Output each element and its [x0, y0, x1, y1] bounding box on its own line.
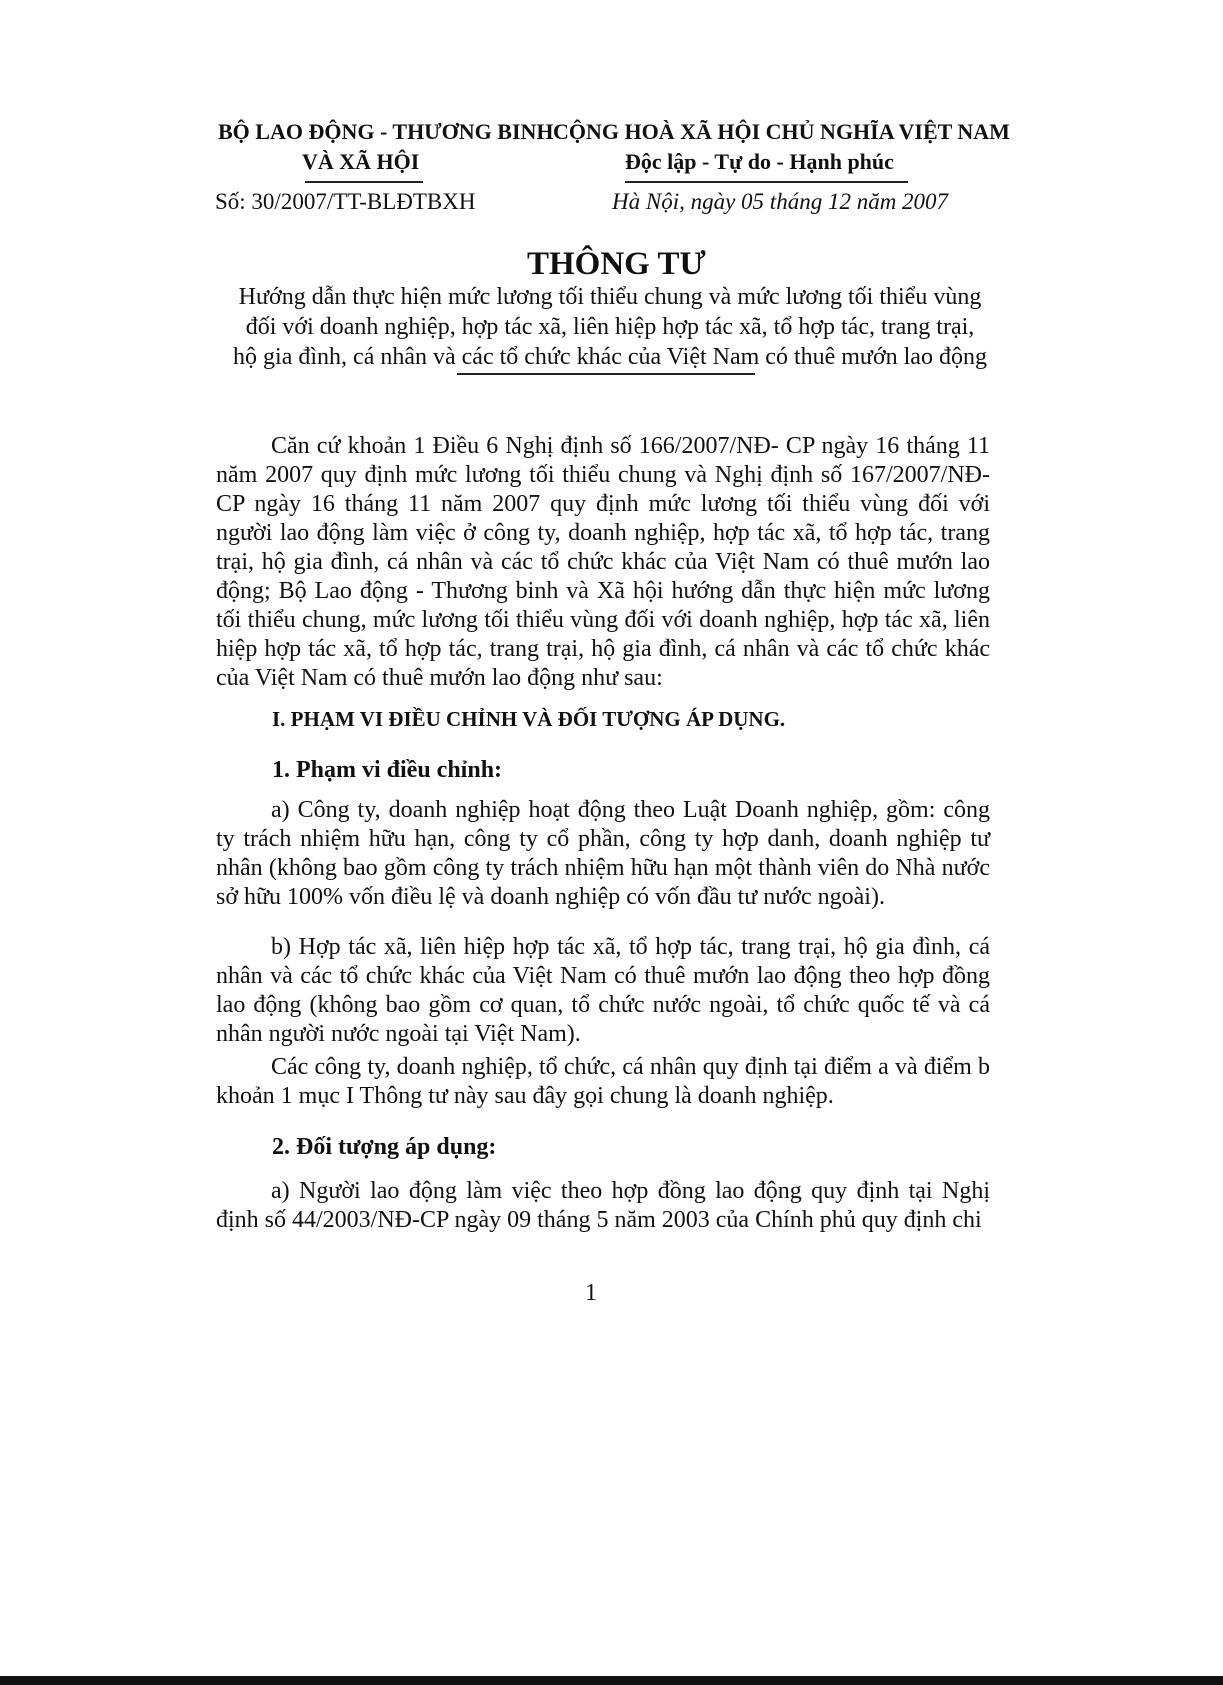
- subjects-item-a: a) Người lao động làm việc theo hợp đồng lao động quy định tại Nghị định số 44/2003/NĐ-CP ngày 09 tháng 5 năm 2003 của Chính phủ quy định chi: [216, 1178, 990, 1233]
- scope-note-block: [216, 1053, 990, 1111]
- scope-item-b-block: [216, 933, 990, 1049]
- page-number: 1: [585, 1280, 597, 1306]
- scan-edge: [0, 1676, 1223, 1685]
- subtitle-line: hộ gia đình, cá nhân và các tổ chức khác của Việt Nam có thuê mướn lao động: [233, 344, 987, 370]
- ministry-underline: [305, 181, 423, 183]
- scope-item-a-block: [216, 796, 990, 912]
- preamble-block: [216, 432, 990, 693]
- ministry-name-line1: BỘ LAO ĐỘNG - THƯƠNG BINH: [218, 119, 554, 144]
- subjects-heading: 2. Đối tượng áp dụng:: [272, 1134, 497, 1160]
- national-motto: Độc lập - Tự do - Hạnh phúc: [625, 149, 894, 174]
- scope-heading: 1. Phạm vi điều chỉnh:: [272, 757, 503, 783]
- document-number: Số: 30/2007/TT-BLĐTBXH: [215, 189, 476, 214]
- preamble-paragraph: Căn cứ khoản 1 Điều 6 Nghị định số 166/2007/NĐ- CP ngày 16 tháng 11 năm 2007 quy định mức lương tối thiểu chung và Nghị định số 167/2007/NĐ-CP ngày 16 tháng 11 năm 2007 quy định mức lương tối thiểu vùng đối với người lao động làm việc ở công ty, doanh nghiệp, hợp tác xã, tổ hợp tác, trang trại, hộ gia đình, cá nhân và các tổ chức khác của Việt Nam có thuê mướn lao động; Bộ Lao động - Thương binh và Xã hội hướng dẫn thực hiện mức lương tối thiểu chung, mức lương tối thiểu vùng đối với doanh nghiệp, hợp tác xã, liên hiệp hợp tác xã, tổ hợp tác, trang trại, hộ gia đình, cá nhân và các tổ chức khác của Việt Nam có thuê mướn lao động như sau:: [216, 433, 990, 691]
- subjects-item-a-block: [216, 1177, 990, 1235]
- place-and-date: Hà Nội, ngày 05 tháng 12 năm 2007: [612, 189, 949, 214]
- scope-item-a: a) Công ty, doanh nghiệp hoạt động theo Luật Doanh nghiệp, gồm: công ty trách nhiệm hữu hạn, công ty cổ phần, công ty hợp danh, doanh nghiệp tư nhân (không bao gồm công ty trách nhiệm hữu hạn một thành viên do Nhà nước sở hữu 100% vốn điều lệ và doanh nghiệp có vốn đầu tư nước ngoài).: [216, 797, 990, 910]
- title-underline: [457, 373, 755, 375]
- country-name: CỘNG HOÀ XÃ HỘI CHỦ NGHĨA VIỆT NAM: [553, 119, 1010, 144]
- ministry-name-line2: VÀ XÃ HỘI: [302, 149, 420, 174]
- document-title: THÔNG TƯ: [527, 246, 706, 282]
- motto-underline: [625, 181, 908, 183]
- document-subtitle: [200, 282, 1020, 372]
- scope-item-b: b) Hợp tác xã, liên hiệp hợp tác xã, tổ hợp tác, trang trại, hộ gia đình, cá nhân và các tổ chức khác của Việt Nam có thuê mướn lao động theo hợp đồng lao động (không bao gồm cơ quan, tổ chức nước ngoài, tổ chức quốc tế và cá nhân người nước ngoài tại Việt Nam).: [216, 934, 990, 1047]
- subtitle-line: Hướng dẫn thực hiện mức lương tối thiểu chung và mức lương tối thiểu vùng: [238, 284, 982, 310]
- subtitle-line: đối với doanh nghiệp, hợp tác xã, liên hiệp hợp tác xã, tổ hợp tác, trang trại,: [245, 314, 975, 340]
- scope-note: Các công ty, doanh nghiệp, tổ chức, cá nhân quy định tại điểm a và điểm b khoản 1 mục I Thông tư này sau đây gọi chung là doanh nghiệp.: [216, 1054, 990, 1109]
- section-1-heading: I. PHẠM VI ĐIỀU CHỈNH VÀ ĐỐI TƯỢNG ÁP DỤNG.: [272, 707, 786, 731]
